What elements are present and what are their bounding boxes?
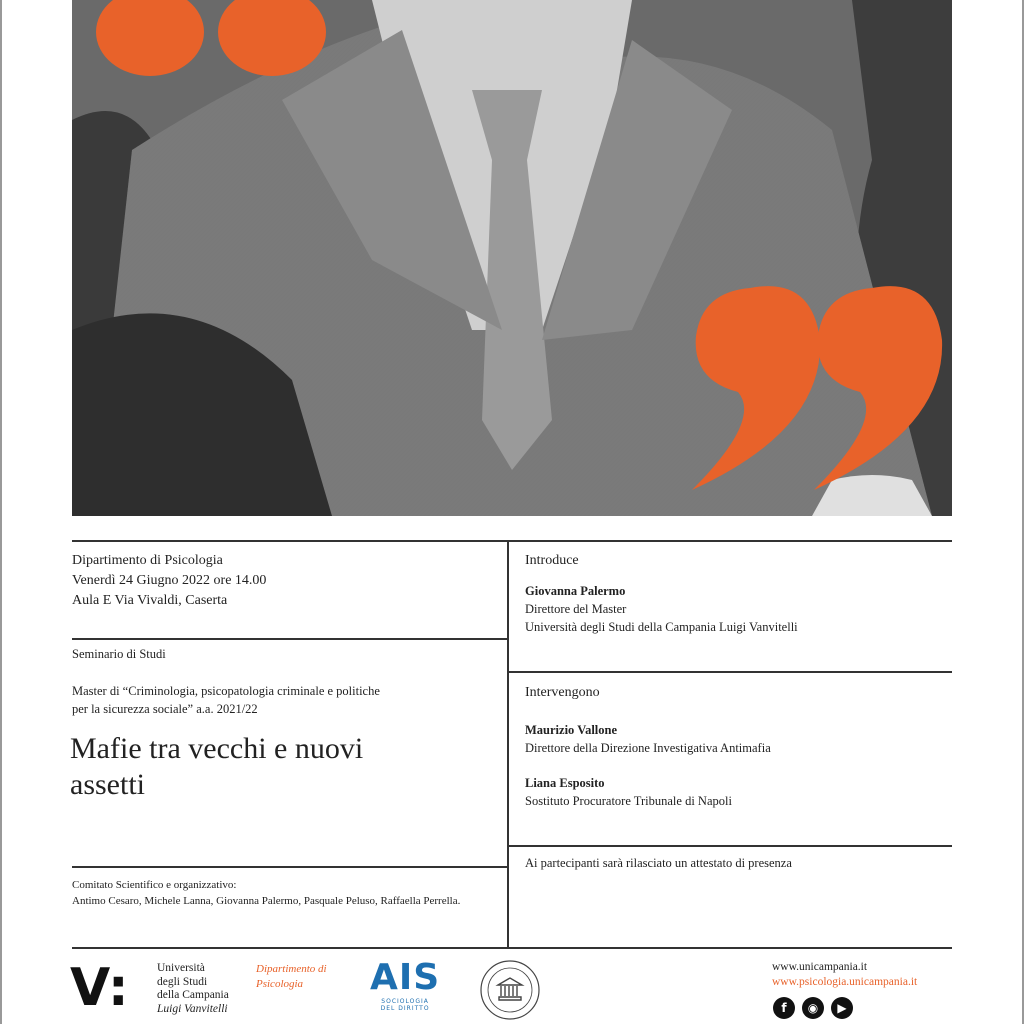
intervengono-heading: Intervengono (525, 685, 600, 700)
event-date: Venerdì 24 Giugno 2022 ore 14.00 (72, 573, 267, 588)
university-logo-mark: V: (70, 958, 129, 1018)
event-type: Seminario di Studi (72, 647, 166, 661)
department-logo: Dipartimento di Psicologia (256, 963, 327, 990)
website-links (772, 960, 917, 990)
rule-left-1 (72, 638, 507, 640)
speaker-role: Sostituto Procuratore Tribunale di Napoli (525, 794, 732, 808)
speaker-role: Direttore della Direzione Investigativa Antimafia (525, 741, 771, 755)
committee-heading: Comitato Scientifico e organizzativo: (72, 879, 237, 891)
seal-logo (480, 960, 540, 1020)
rule-top (72, 540, 952, 542)
department: Dipartimento di Psicologia (72, 553, 223, 568)
website-link-psicologia[interactable]: www.psicologia.unicampania.it (772, 976, 918, 988)
speaker-name: Maurizio Vallone (525, 723, 618, 737)
university-name: Università degli Studi della Campania Luigi Vanvitelli (157, 962, 229, 1015)
youtube-icon[interactable]: ▶ (831, 997, 853, 1019)
instagram-icon[interactable]: ◉ (802, 997, 824, 1019)
speaker-name: Liana Esposito (525, 776, 605, 790)
facebook-icon[interactable]: f (773, 997, 795, 1019)
open-quote-icon (96, 0, 326, 76)
attestato-note: Ai partecipanti sarà rilasciato un attestato di presenza (525, 856, 792, 870)
seminar-title-line-1: Mafie tra vecchi e nuovi (70, 732, 364, 765)
rule-bottom (72, 947, 952, 949)
introduce-speaker-name: Giovanna Palermo (525, 584, 626, 598)
close-quote-icon (692, 286, 942, 490)
master-line-2: per la sicurezza sociale” a.a. 2021/22 (72, 702, 258, 716)
poster-photo (72, 0, 952, 516)
introduce-speaker-role-1: Direttore del Master (525, 602, 627, 616)
introduce-heading: Introduce (525, 553, 579, 568)
window-left-edge (0, 0, 2, 1024)
committee-members: Antimo Cesaro, Michele Lanna, Giovanna Palermo, Pasquale Peluso, Raffaella Perrella. (72, 895, 461, 907)
seminar-title-line-2: assetti (70, 768, 145, 801)
rule-right-1 (507, 671, 952, 673)
website-link-main[interactable]: www.unicampania.it (772, 961, 868, 973)
rule-right-2 (507, 845, 952, 847)
event-venue: Aula E Via Vivaldi, Caserta (72, 593, 228, 608)
rule-center (507, 540, 509, 948)
rule-left-2 (72, 866, 507, 868)
introduce-speaker-role-2: Università degli Studi della Campania Luigi Vanvitelli (525, 620, 798, 634)
master-line-1: Master di “Criminologia, psicopatologia criminale e politiche (72, 684, 380, 698)
ais-logo: AIS SOCIOLOGIA DEL DIRITTO (370, 957, 441, 1012)
